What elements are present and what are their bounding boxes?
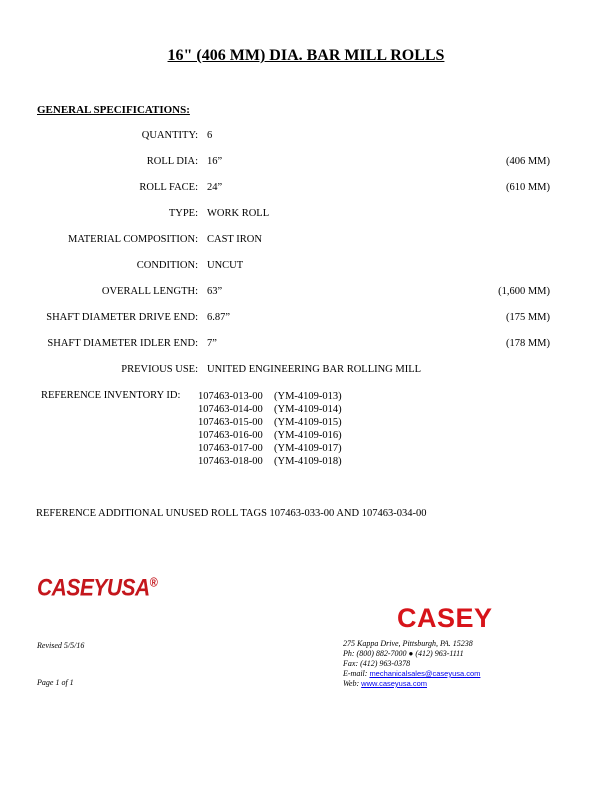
list-item <box>198 429 342 442</box>
spec-label-roll-dia: ROLL DIA: <box>146 156 198 167</box>
spec-label-quantity: QUANTITY: <box>141 130 198 141</box>
spec-label-overall-length: OVERALL LENGTH: <box>101 286 198 297</box>
spec-label-roll-face: ROLL FACE: <box>139 182 198 193</box>
page-number: Page 1 of 1 <box>37 678 74 687</box>
spec-label-shaft-drive: SHAFT DIAMETER DRIVE END: <box>46 312 198 323</box>
caseyusa-logo <box>37 575 157 603</box>
inventory-alt-id: (YM-4109-018) <box>274 456 342 467</box>
list-item <box>198 416 342 429</box>
inventory-id: 107463-013-00 <box>198 391 263 402</box>
spec-label-previous-use: PREVIOUS USE: <box>121 364 198 375</box>
additional-roll-tags-note: REFERENCE ADDITIONAL UNUSED ROLL TAGS 107463-033-00 AND 107463-034-00 <box>36 508 427 519</box>
spec-value-shaft-idler: 7” <box>207 338 217 349</box>
inventory-id: 107463-017-00 <box>198 443 263 454</box>
web-label: Web: <box>343 679 360 688</box>
website-link[interactable]: www.caseyusa.com <box>361 679 428 688</box>
email-label: E-mail: <box>343 669 368 678</box>
spec-value-shaft-drive: 6.87” <box>207 312 231 323</box>
inventory-alt-id: (YM-4109-015) <box>274 417 342 428</box>
casey-logo: CASEY <box>397 603 493 633</box>
spec-metric-shaft-drive: (175 MM) <box>505 312 550 323</box>
spec-value-previous-use: UNITED ENGINEERING BAR ROLLING MILL <box>207 364 422 375</box>
address: 275 Kappa Drive, Pittsburgh, PA. 15238 <box>343 639 473 648</box>
list-item <box>198 442 342 455</box>
list-item <box>198 390 342 403</box>
spec-label-shaft-idler: SHAFT DIAMETER IDLER END: <box>47 338 198 349</box>
email-link[interactable]: mechanicalsales@caseyusa.com <box>369 669 481 678</box>
contact-block <box>343 639 480 689</box>
spec-label-material: MATERIAL COMPOSITION: <box>68 234 198 245</box>
spec-value-material: CAST IRON <box>207 234 262 245</box>
spec-value-roll-dia: 16” <box>207 156 223 167</box>
caseyusa-logo-text: CASEYUSA <box>37 575 150 602</box>
inventory-alt-id: (YM-4109-017) <box>274 443 342 454</box>
reference-inventory-list <box>198 390 342 468</box>
spec-value-condition: UNCUT <box>207 260 244 271</box>
spec-metric-roll-face: (610 MM) <box>505 182 550 193</box>
spec-metric-overall-length: (1,600 MM) <box>498 286 550 297</box>
inventory-id: 107463-014-00 <box>198 404 263 415</box>
inventory-alt-id: (YM-4109-014) <box>274 404 342 415</box>
reference-inventory-label: REFERENCE INVENTORY ID: <box>41 390 181 401</box>
inventory-id: 107463-015-00 <box>198 417 263 428</box>
spec-value-overall-length: 63” <box>207 286 223 297</box>
registered-mark: ® <box>149 576 158 590</box>
spec-value-quantity: 6 <box>207 130 213 141</box>
list-item <box>198 455 342 468</box>
list-item <box>198 403 342 416</box>
spec-label-type: TYPE: <box>168 208 198 219</box>
section-heading: GENERAL SPECIFICATIONS: <box>37 104 190 116</box>
inventory-alt-id: (YM-4109-016) <box>274 430 342 441</box>
spec-metric-shaft-idler: (178 MM) <box>505 338 550 349</box>
inventory-id: 107463-016-00 <box>198 430 263 441</box>
fax: Fax: (412) 963-0378 <box>343 659 411 668</box>
revised-date: Revised 5/5/16 <box>37 641 85 650</box>
page-title: 16" (406 MM) DIA. BAR MILL ROLLS <box>167 47 445 64</box>
phone: Ph: (800) 882-7000 ● (412) 963-1111 <box>343 649 464 658</box>
spec-metric-roll-dia: (406 MM) <box>505 156 550 167</box>
inventory-alt-id: (YM-4109-013) <box>274 391 342 402</box>
spec-value-roll-face: 24” <box>207 182 223 193</box>
inventory-id: 107463-018-00 <box>198 456 263 467</box>
spec-value-type: WORK ROLL <box>207 208 270 219</box>
spec-label-condition: CONDITION: <box>136 260 198 271</box>
